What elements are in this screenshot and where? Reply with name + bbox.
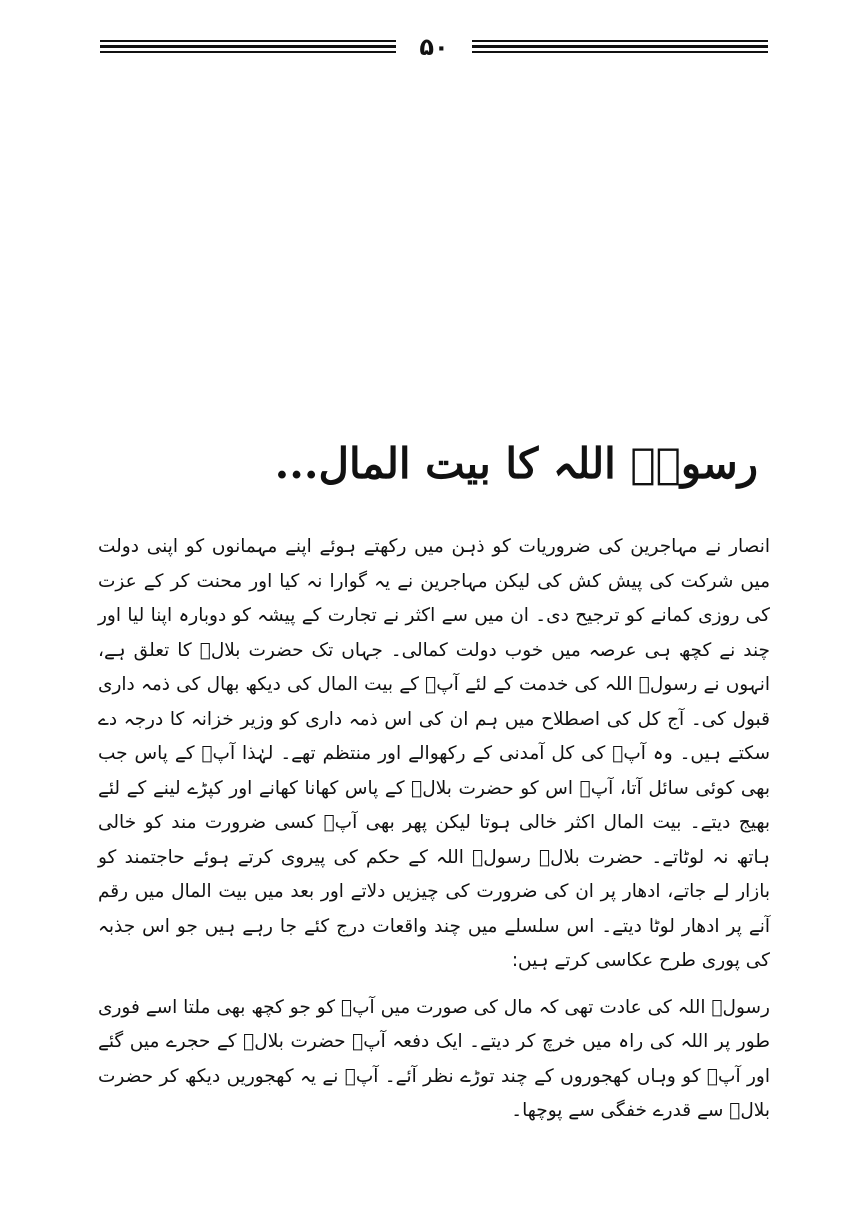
chapter-title: رسولؐ اللہ کا بیت المال... bbox=[274, 439, 758, 488]
page-header bbox=[100, 33, 768, 61]
body-text bbox=[98, 530, 770, 1129]
page-number: ۵۰ bbox=[419, 33, 449, 61]
paragraph-1: انصار نے مہاجرین کی ضروریات کو ذہن میں رکھتے ہوئے اپنے مہمانوں کو اپنی دولت میں شرکت کی پیش کش کی لیکن مہاجرین نے یہ گوارا نہ کیا اور محنت کر کے عزت کی روزی کمانے کو ترجیح دی۔ ان میں سے اکثر نے تجارت کے پیشہ کو دوبارہ اپنا لیا اور چند نے کچھ ہی عرصہ میں خوب دولت کمالی۔ جہاں تک حضرت بلالؓ کا تعلق ہے، انہوں نے رسولؐ اللہ کی خدمت کے لئے آپؐ کے بیت المال کی دیکھ بھال کی ذمہ داری قبول کی۔ آج کل کی اصطلاح میں ہم ان کی اس ذمہ داری کو وزیر خزانہ کا درجہ دے سکتے ہیں۔ وہ آپؐ کی کل آمدنی کے رکھوالے اور منتظم تھے۔ لہٰذا آپؐ کے پاس جب بھی کوئی سائل آتا، آپؐ اس کو حضرت بلالؓ کے پاس کھانا کھانے اور کپڑے لینے کے لئے بھیج دیتے۔ بیت المال اکثر خالی ہوتا لیکن پھر بھی آپؐ کسی ضرورت مند کو خالی ہاتھ نہ لوٹاتے۔ حضرت بلالؓ رسولؐ اللہ کے حکم کی پیروی کرتے ہوئے حاجتمند کو بازار لے جاتے، ادھار پر ان کی ضرورت کی چیزیں دلاتے اور بعد میں بیت المال میں رقم آنے پر ادھار لوٹا دیتے۔ اس سلسلے میں چند واقعات درج کئے جا رہے ہیں جو اس جذبہ کی پوری طرح عکاسی کرتے ہیں: bbox=[98, 536, 770, 971]
header-rule-right bbox=[472, 40, 768, 54]
paragraph-2: رسولؐ اللہ کی عادت تھی کہ مال کی صورت میں آپؐ کو جو کچھ بھی ملتا اسے فوری طور پر اللہ کی راہ میں خرچ کر دیتے۔ ایک دفعہ آپؐ حضرت بلالؓ کے حجرے میں گئے اور آپؐ کو وہاں کھجوروں کے چند توڑے نظر آئے۔ آپؐ نے یہ کھجوریں دیکھ کر حضرت بلالؓ سے قدرے خفگی سے پوچھا۔ bbox=[98, 996, 770, 1121]
